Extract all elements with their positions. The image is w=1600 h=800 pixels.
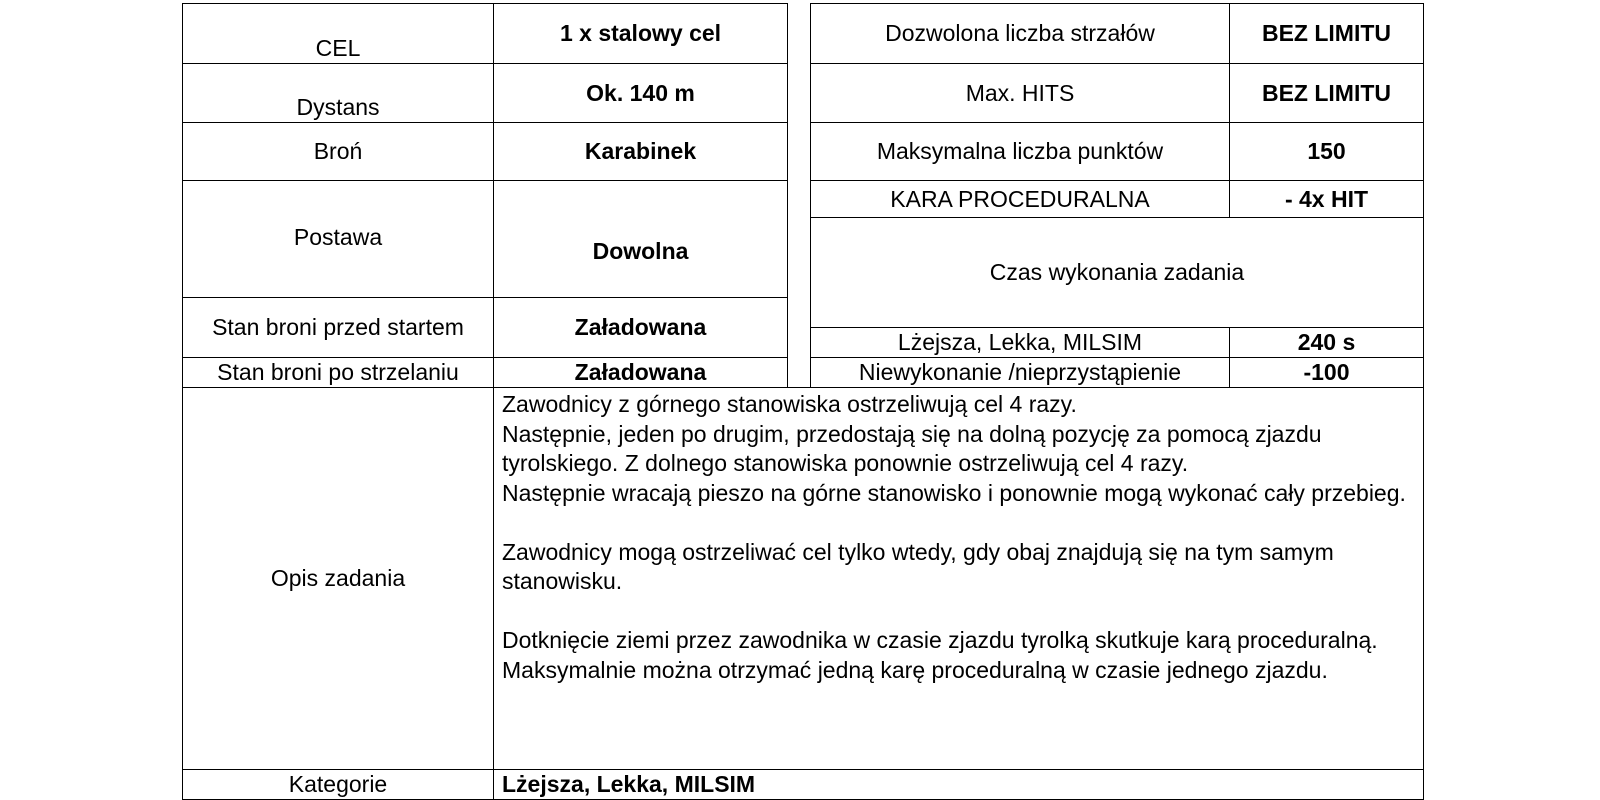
label-bron: Broń [182, 122, 494, 181]
value-czas-kategorie: 240 s [1229, 327, 1424, 358]
label-stan-po: Stan broni po strzelaniu [182, 357, 494, 388]
label-cel: CEL [182, 3, 494, 64]
value-postawa: Dowolna [493, 180, 788, 298]
label-stan-przed: Stan broni przed startem [182, 297, 494, 358]
time-header: Czas wykonania zadania [810, 217, 1424, 328]
description-paragraph: Następnie, jeden po drugim, przedostają się na dolną pozycję za pomocą zjazdu tyrolskiego. Z dolnego stanowiska ponownie ostrzeliwują cel 4 razy. [502, 420, 1322, 476]
value-stan-przed: Załadowana [493, 297, 788, 358]
label-dozwolona-liczba: Dozwolona liczba strzałów [810, 3, 1230, 64]
value-max-hits: BEZ LIMITU [1229, 63, 1424, 123]
description-paragraph: Zawodnicy mogą ostrzeliwać cel tylko wtedy, gdy obaj znajdują się na tym samym stanowisku. [502, 538, 1334, 594]
description-paragraph: Następnie wracają pieszo na górne stanowisko i ponownie mogą wykonać cały przebieg. [502, 479, 1406, 506]
description-label: Opis zadania [182, 387, 494, 770]
label-postawa: Postawa [182, 180, 494, 298]
label-max-hits: Max. HITS [810, 63, 1230, 123]
categories-label: Kategorie [182, 769, 494, 800]
value-max-punkty: 150 [1229, 122, 1424, 181]
value-kara: - 4x HIT [1229, 180, 1424, 218]
categories-value: Lżejsza, Lekka, MILSIM [493, 769, 1424, 800]
description-paragraph: Zawodnicy z górnego stanowiska ostrzeliwują cel 4 razy. [502, 391, 1077, 417]
value-cel: 1 x stalowy cel [493, 3, 788, 64]
description-text [493, 387, 1424, 770]
value-niewykonanie: -100 [1229, 357, 1424, 388]
value-dozwolona-liczba: BEZ LIMITU [1229, 3, 1424, 64]
label-niewykonanie: Niewykonanie /nieprzystąpienie [810, 357, 1230, 388]
value-stan-po: Załadowana [493, 357, 788, 388]
value-bron: Karabinek [493, 122, 788, 181]
label-kara: KARA PROCEDURALNA [810, 180, 1230, 218]
label-dystans: Dystans [182, 63, 494, 123]
label-czas-kategorie: Lżejsza, Lekka, MILSIM [810, 327, 1230, 358]
gap-left-line [787, 3, 788, 388]
label-max-punkty: Maksymalna liczba punktów [810, 122, 1230, 181]
gap-right-line [810, 3, 811, 388]
description-paragraph: Dotknięcie ziemi przez zawodnika w czasie zjazdu tyrolką skutkuje karą proceduralną. Maksymalnie można otrzymać jedną karę proceduralną w czasie jednego zjazdu. [502, 627, 1378, 683]
value-dystans: Ok. 140 m [493, 63, 788, 123]
